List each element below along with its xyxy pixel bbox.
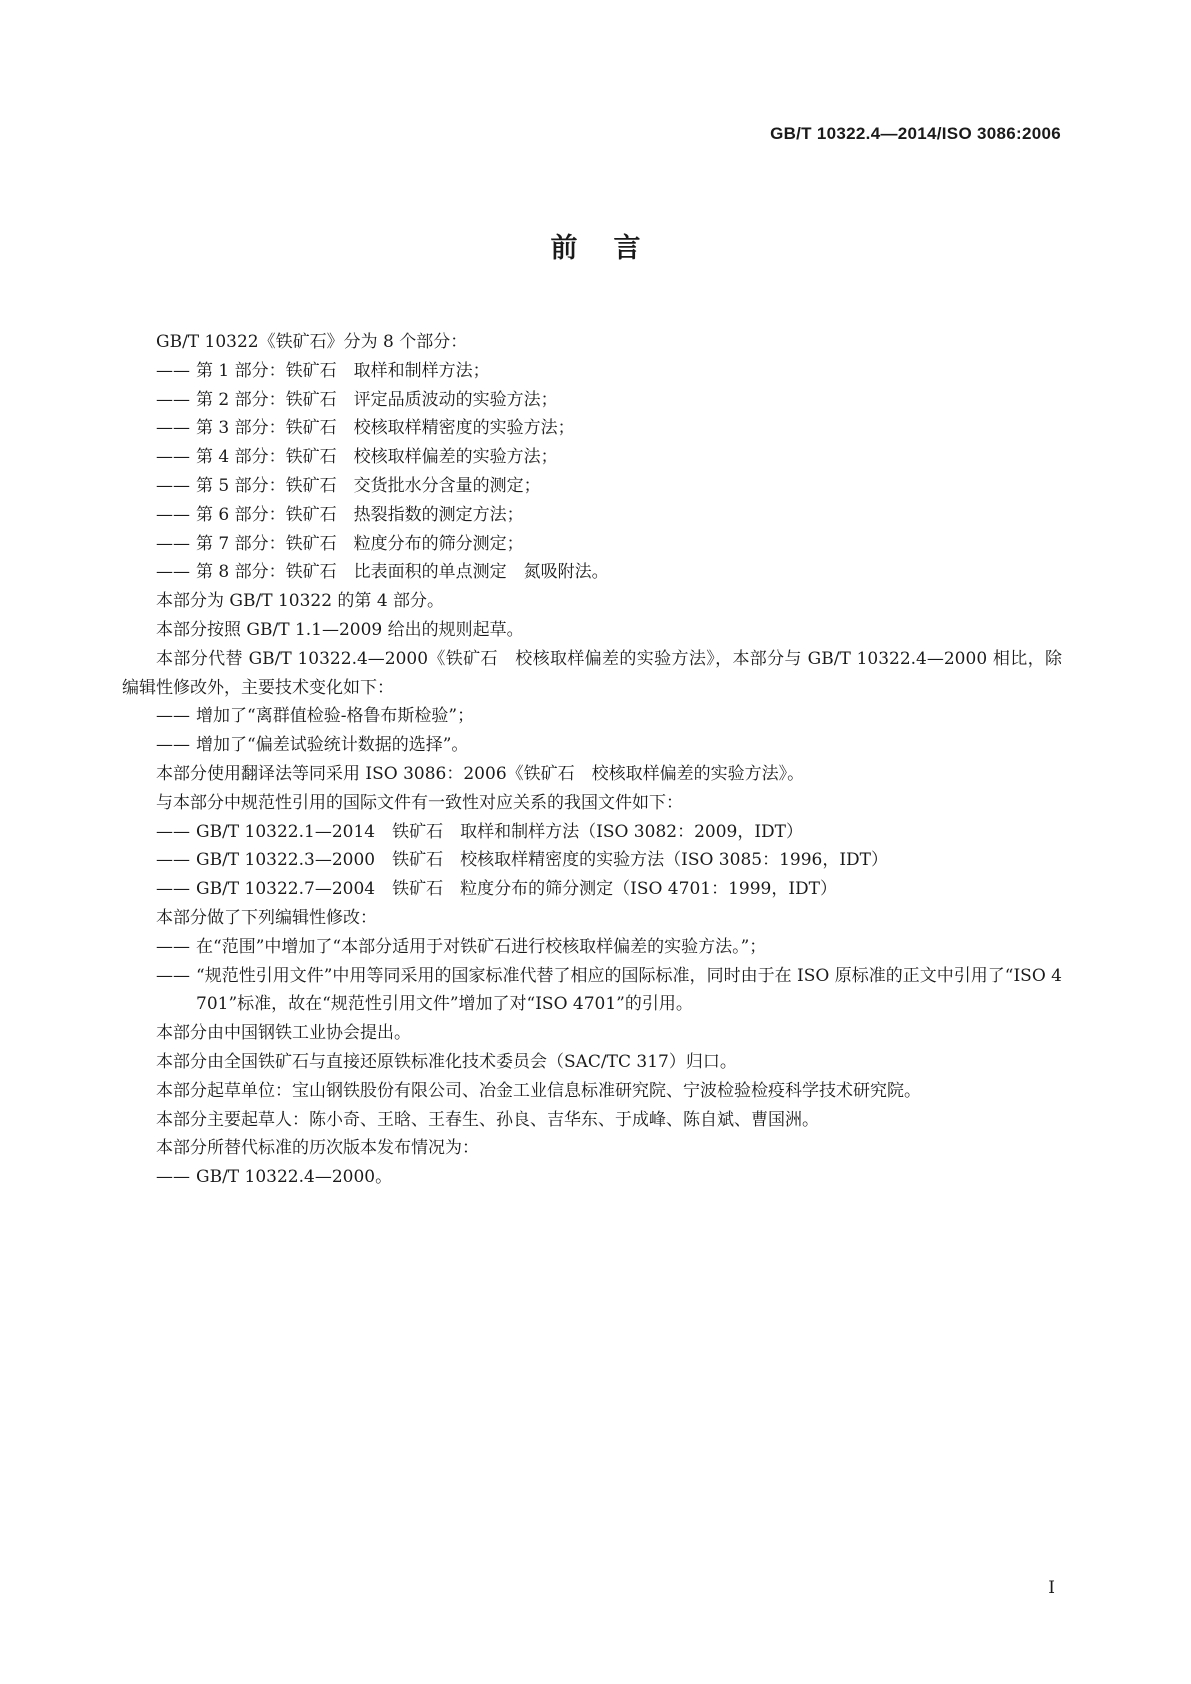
- correspondence-item: —— GB/T 10322.1—2014 铁矿石 取样和制样方法（ISO 3082：2009，IDT）: [156, 821, 804, 842]
- part-of-paragraph: 本部分为 GB/T 10322 的第 4 部分。: [156, 591, 445, 612]
- editorial-change-item: —— 在“范围”中增加了“本部分适用于对铁矿石进行校核取样偏差的实验方法。”；: [156, 936, 767, 957]
- page-number: I: [1048, 1578, 1055, 1598]
- centralized-by-paragraph: 本部分由全国铁矿石与直接还原铁标准化技术委员会（SAC/TC 317）归口。: [156, 1051, 737, 1072]
- part-list-item: —— 第 5 部分：铁矿石 交货批水分含量的测定；: [156, 475, 541, 496]
- previous-edition-item: —— GB/T 10322.4—2000。: [156, 1167, 393, 1188]
- technical-change-item: —— 增加了“离群值检验-格鲁布斯检验”；: [156, 706, 475, 727]
- previous-editions-paragraph: 本部分所替代标准的历次版本发布情况为：: [156, 1138, 479, 1159]
- standard-code-header: GB/T 10322.4—2014/ISO 3086:2006: [770, 124, 1061, 143]
- replaces-paragraph: 本部分代替 GB/T 10322.4—2000《铁矿石 校核取样偏差的实验方法》，本部分与 GB/T 10322.4—2000 相比，除编辑性修改外，主要技术变化如下：: [122, 648, 1062, 698]
- part-list-item: —— 第 3 部分：铁矿石 校核取样精密度的实验方法；: [156, 418, 575, 439]
- part-list-item: —— 第 1 部分：铁矿石 取样和制样方法；: [156, 360, 490, 381]
- part-list-item: —— 第 7 部分：铁矿石 粒度分布的筛分测定；: [156, 533, 524, 554]
- drafters-paragraph: 本部分主要起草人：陈小奇、王晗、王春生、孙良、吉华东、于成峰、陈自斌、曹国洲。: [156, 1109, 819, 1130]
- technical-change-item: —— 增加了“偏差试验统计数据的选择”。: [156, 735, 469, 756]
- proposed-by-paragraph: 本部分由中国钢铁工业协会提出。: [156, 1023, 411, 1044]
- correspondence-paragraph: 与本部分中规范性引用的国际文件有一致性对应关系的我国文件如下：: [156, 792, 683, 813]
- document-body: [122, 328, 1062, 1192]
- page-title: 前言: [550, 233, 677, 264]
- intro-paragraph: GB/T 10322《铁矿石》分为 8 个部分：: [156, 332, 468, 352]
- part-list-item: —— 第 8 部分：铁矿石 比表面积的单点测定 氮吸附法。: [156, 562, 609, 583]
- correspondence-item: —— GB/T 10322.3—2000 铁矿石 校核取样精密度的实验方法（ISO 3085：1996，IDT）: [156, 850, 889, 871]
- correspondence-item: —— GB/T 10322.7—2004 铁矿石 粒度分布的筛分测定（ISO 4701：1999，IDT）: [156, 879, 838, 900]
- part-list-item: —— 第 6 部分：铁矿石 热裂指数的测定方法；: [156, 504, 524, 525]
- drafting-units-paragraph: 本部分起草单位：宝山钢铁股份有限公司、冶金工业信息标准研究院、宁波检验检疫科学技术研究院。: [156, 1080, 921, 1101]
- part-list-item: —— 第 2 部分：铁矿石 评定品质波动的实验方法；: [156, 389, 558, 410]
- drafting-rules-paragraph: 本部分按照 GB/T 1.1—2009 给出的规则起草。: [156, 619, 524, 640]
- part-list-item: —— 第 4 部分：铁矿石 校核取样偏差的实验方法；: [156, 447, 558, 468]
- editorial-paragraph: 本部分做了下列编辑性修改：: [156, 907, 377, 928]
- translation-paragraph: 本部分使用翻译法等同采用 ISO 3086：2006《铁矿石 校核取样偏差的实验方法》。: [156, 763, 805, 784]
- editorial-change-item: —— “规范性引用文件”中用等同采用的国家标准代替了相应的国际标准，同时由于在 ISO 原标准的正文中引用了“ISO 4701”标准，故在“规范性引用文件”增加了对“ISO 4701”的引用。: [156, 965, 1062, 1015]
